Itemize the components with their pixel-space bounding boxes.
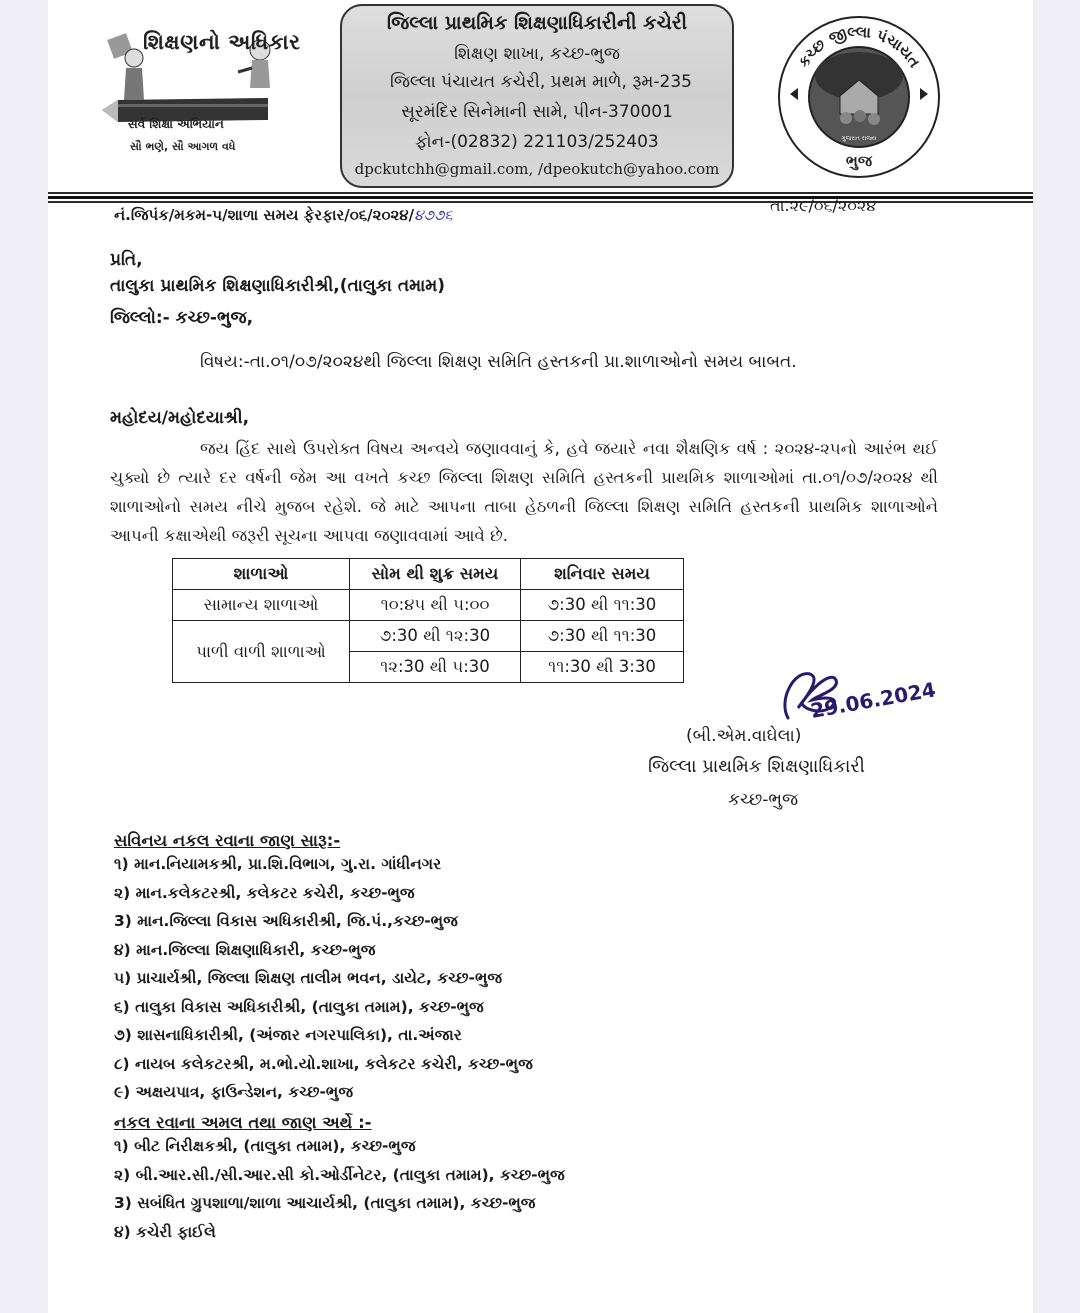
copy-action-section <box>114 1113 565 1251</box>
cell-school-type: સામાન્ય શાળાઓ <box>173 590 350 621</box>
table-row <box>173 621 684 652</box>
letter-page <box>48 0 1033 1313</box>
school-timing-table <box>172 558 684 683</box>
copy-info-section <box>114 831 533 1112</box>
logo-subtitle-1: સર્વ શિક્ષા અભિયાન <box>128 117 224 131</box>
list-item: ૫) પ્રાચાર્યશ્રી, જિલ્લા શિક્ષણ તાલીમ ભવન, ડાયેટ, કચ્છ-ભુજ <box>114 969 503 987</box>
office-branch: શિક્ષણ શાખા, કચ્છ-ભુજ <box>454 44 620 64</box>
list-item: ૧) માન.નિયામકશ્રી, પ્રા.શિ.વિભાગ, ગુ.રા. ગાંધીનગર <box>114 855 442 873</box>
logo-subtitle-2: સૌ ભણે, સૌ આગળ વધે <box>130 140 236 153</box>
signatory-name: (બી.એમ.વાઘેલા) <box>686 726 802 746</box>
list-item: ૨) બી.આર.સી./સી.આર.સી કો.ઓર્ડીનેટર, (તાલુકા તમામ), કચ્છ-ભુજ <box>114 1165 565 1184</box>
header-school-type: શાળાઓ <box>173 559 350 590</box>
list-item: ૪) માન.જિલ્લા શિક્ષણાધિકારી, કચ્છ-ભુજ <box>114 940 376 959</box>
cell-mon-fri: ૭:30 થી ૧૨:30 <box>350 621 521 652</box>
signature-date: 29.06.2024 <box>808 677 938 723</box>
salutation: મહોદય/મહોદયાશ્રી, <box>110 408 250 428</box>
signatory-place: કચ્છ-ભુજ <box>728 790 799 810</box>
cell-mon-fri: ૧૦:૪૫ થી ૫:૦૦ <box>350 590 521 621</box>
office-landmark-pin: સૂરમંદિર સિનેમાની સામે, પીન-370001 <box>401 102 673 122</box>
seal-bottom-text: ભુજ <box>845 152 873 170</box>
addressee-prefix: પ્રતિ, <box>110 250 143 270</box>
header-saturday: શનિવાર સમય <box>521 559 684 590</box>
addressee-district: જિલ્લો:- કચ્છ-ભુજ, <box>110 308 254 328</box>
list-item: ૪) કચેરી ફાઈલે <box>114 1222 216 1241</box>
letter-subject: વિષય:-તા.૦૧/૦૭/૨૦૨૪થી જિલ્લા શિક્ષણ સમિતિ હસ્તકની પ્રા.શાળાઓનો સમય બાબત. <box>200 352 797 372</box>
reference-number-printed: નં.જિપંક/મકમ-૫/શાળા સમય ફેરફાર/૦૬/૨૦૨૪/ <box>114 206 415 224</box>
cell-saturday: ૧૧:30 થી 3:30 <box>521 652 684 683</box>
list-item: ૨) માન.કલેકટરશ્રી, કલેકટર કચેરી, કચ્છ-ભુજ <box>114 883 415 902</box>
header-divider <box>48 192 1033 204</box>
list-item: 3) માન.જિલ્લા વિકાસ અધિકારીશ્રી, જિ.પં.,કચ્છ-ભુજ <box>114 912 458 930</box>
letter-date: તા.૨૯/૦૬/૨૦૨૪ <box>770 196 877 215</box>
cell-saturday: ૭:30 થી ૧૧:30 <box>521 621 684 652</box>
cell-school-type: પાળી વાળી શાળાઓ <box>173 621 350 683</box>
addressee-name: તાલુકા પ્રાથમિક શિક્ષણાધિકારીશ્રી,(તાલુકા તમામ) <box>110 276 446 296</box>
office-email: dpckutchh@gmail.com, /dpeokutch@yahoo.com <box>354 160 720 178</box>
cell-saturday: ૭:30 થી ૧૧:30 <box>521 590 684 621</box>
office-address-box <box>340 4 734 188</box>
logo-title: શિક્ષણનો અધિકાર <box>143 30 301 54</box>
copy-action-title: નકલ રવાના અમલ તથા જાણ અર્થે :- <box>114 1113 372 1132</box>
office-name: જિલ્લા પ્રાથમિક શિક્ષણાધિકારીની કચેરી <box>386 12 688 34</box>
table-row <box>173 590 684 621</box>
kutch-jilla-panchayat-seal-icon <box>776 14 942 180</box>
cell-mon-fri: ૧૨:30 થી ૫:30 <box>350 652 521 683</box>
signatory-title: જિલ્લા પ્રાથમિક શિક્ષણાધિકારી <box>648 756 865 777</box>
list-item: ૮) નાયબ કલેકટરશ્રી, મ.ભો.યો.શાખા, કલેકટર કચેરી, કચ્છ-ભુજ <box>114 1054 533 1073</box>
seal-inner-text: ગુજરાત રાજ્ય <box>841 135 877 142</box>
seal-top-text: કચ્છ જીલ્લા પંચાયત <box>794 22 924 71</box>
reference-number-handwritten: ૪૭૭૬ <box>414 206 453 224</box>
table-header-row <box>173 559 684 590</box>
office-phone: ફોન-(02832) 221103/252403 <box>415 132 659 152</box>
office-address-line: જિલ્લા પંચાયત કચેરી, પ્રથમ માળે, રૂમ-235 <box>390 72 692 92</box>
list-item: ૯) અક્ષયપાત્ર, ફાઉન્ડેશન, કચ્છ-ભુજ <box>114 1083 353 1101</box>
header-mon-fri: સોમ થી શુક્ર સમય <box>350 559 521 590</box>
copy-info-title: સવિનય નકલ રવાના જાણ સારૂ:- <box>114 831 341 850</box>
list-item: 3) સબંધિત ગ્રુપશાળા/શાળા આચાર્યશ્રી, (તાલુકા તમામ), કચ્છ-ભુજ <box>114 1194 536 1212</box>
signature <box>776 660 956 730</box>
list-item: ૧) બીટ નિરીક્ષકશ્રી, (તાલુકા તમામ), કચ્છ-ભુજ <box>114 1137 416 1155</box>
reference-number <box>114 206 453 224</box>
body-paragraph: જય હિંદ સાથે ઉપરોક્ત વિષય અન્વયે જણાવવાનું કે, હવે જયારે નવા શૈક્ષણિક વર્ષ : ૨૦૨૪-૨૫નો આરંભ થઈ ચુક્યો છે ત્યારે દર વર્ષની જેમ આ વખતે કચ્છ જિલ્લા શિક્ષણ સમિતિ હસ્તકની પ્રાથમિક શાળાઓમાં તા.૦૧/૦૭/૨૦૨૪ થી શાળાઓનો સમય નીચે મુજબ રહેશે. જે માટે આપના તાબા હેઠળની જિલ્લા શિક્ષણ સમિતિ હસ્તકની પ્રાથમિક શાળાઓને આપની કક્ષાએથી જરૂરી સૂચના આપવા જણાવવામાં આવે છે. <box>110 439 938 545</box>
list-item: ૭) શાસનાધિકારીશ્રી, (અંજાર નગરપાલિકા), તા.અંજાર <box>114 1026 462 1044</box>
list-item: ૬) તાલુકા વિકાસ અધિકારીશ્રી, (તાલુકા તમામ), કચ્છ-ભુજ <box>114 997 484 1016</box>
